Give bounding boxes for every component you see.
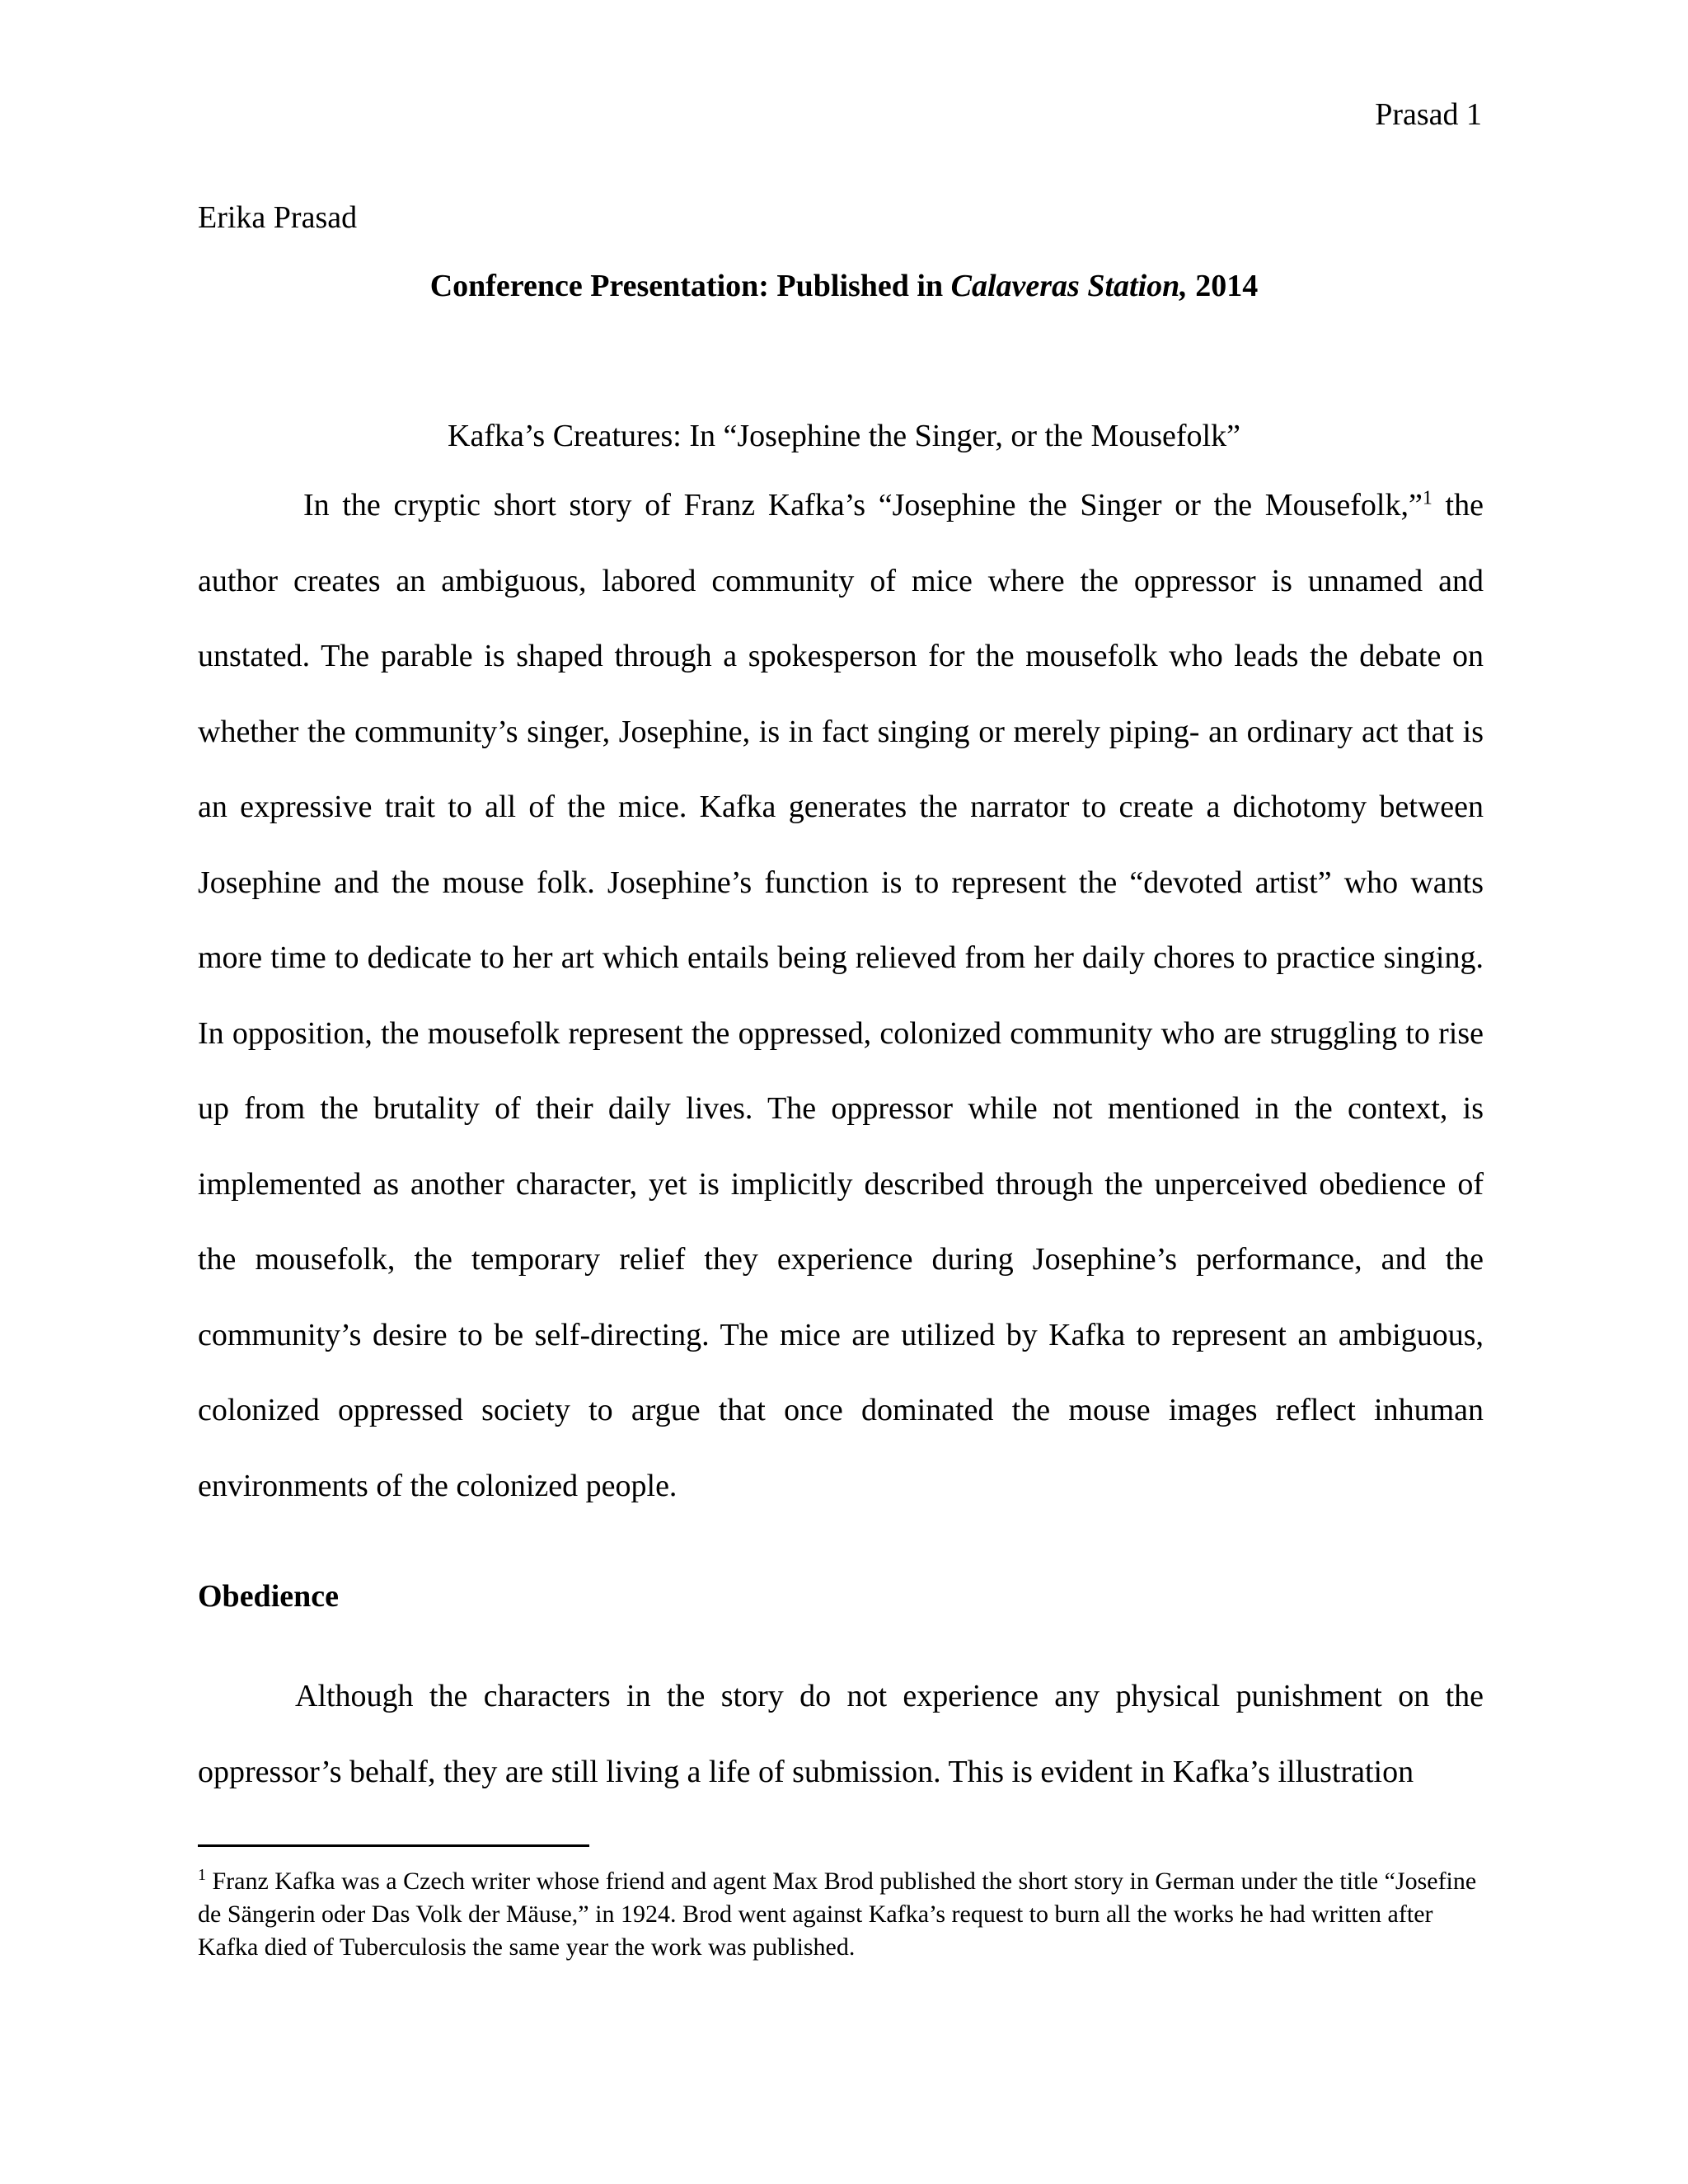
paragraph-text: the author creates an ambiguous, labored community of mice where the oppressor is unnamed and unstated. The parable is shaped through a spokesperson for the mousefolk who leads the debate on whether the community’s singer, Josephine, is in fact singing or merely piping- an ordinary act that is an expressive trait to all of the mice. Kafka generates the narrator to create a dichotomy between Josephine and the mouse folk. Josephine’s function is to represent the “devoted artist” who wants more time to dedicate to her art which entails being relieved from her daily chores to practice singing. In opposition, the mousefolk represent the oppressed, colonized community who are struggling to rise up from the brutality of their daily lives. The oppressor while not mentioned in the context, is implemented as another character, yet is implicitly described through the unperceived obedience of the mousefolk, the temporary relief they experience during Josephine’s performance, and the community’s desire to be self-directing. The mice are utilized by Kafka to represent an ambiguous, colonized oppressed society to argue that once dominated the mouse images reflect inhuman environments of the colonized people. (198, 488, 1484, 1503)
body-paragraph-intro (198, 468, 1484, 1524)
conference-line (0, 266, 1688, 306)
paragraph-text: In the cryptic short story of Franz Kafka’s “Josephine the Singer or the Mousefolk,” (303, 488, 1423, 523)
footnote (198, 1865, 1484, 1964)
running-head: Prasad 1 (1375, 97, 1482, 132)
conference-venue: Calaveras Station, (950, 269, 1188, 303)
footnote-reference[interactable]: 1 (1422, 487, 1432, 509)
footnote-divider (198, 1844, 589, 1847)
author-name: Erika Prasad (198, 200, 358, 235)
body-paragraph-obedience: Although the characters in the story do not experience any physical punishment on the oppressor’s behalf, they are still living a life of submission. This is evident in Kafka’s illustration (198, 1679, 1484, 1789)
footnote-text: Franz Kafka was a Czech writer whose friend and agent Max Brod published the short story in German under the title “Josefine de Sängerin oder Das Volk der Mäuse,” in 1924. Brod went against Kafka’s request to burn all the works he had written after Kafka died of Tuberculosis the same year the work was published. (198, 1868, 1477, 1961)
section-heading: Obedience (198, 1579, 339, 1614)
essay-title: Kafka’s Creatures: In “Josephine the Singer, or the Mousefolk” (448, 419, 1240, 453)
footnote-mark: 1 (198, 1866, 206, 1884)
conference-prefix: Conference Presentation: Published in (429, 269, 951, 303)
conference-year: 2014 (1187, 269, 1259, 303)
